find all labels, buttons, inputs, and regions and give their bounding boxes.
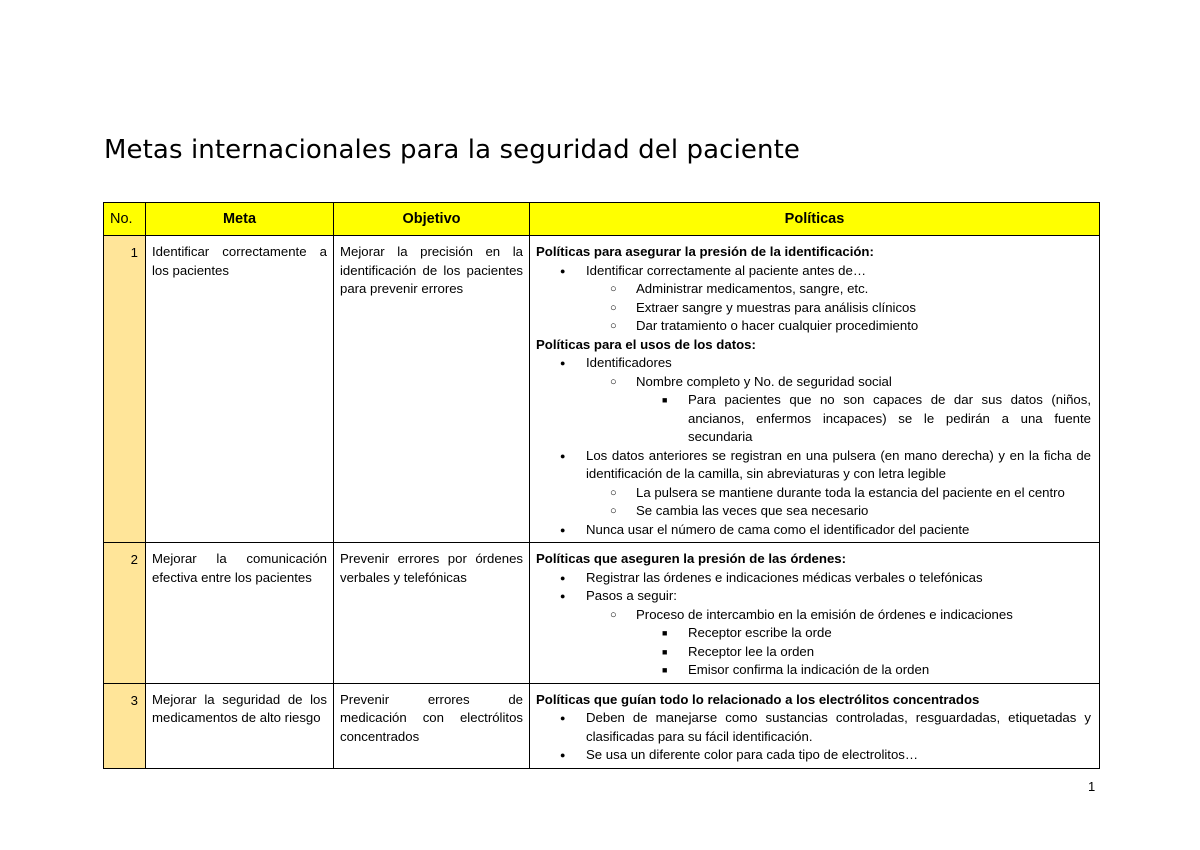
list-item [636,484,1091,503]
list-item-text: Los datos anteriores se registran en una pulsera (en mano derecha) y en la ficha de identificación de la camilla, sin abreviaturas y con letra legible [586,447,1091,481]
meta-cell: Mejorar la seguridad de los medicamentos de alto riesgo [146,683,334,768]
policy-list-level-2 [586,484,1091,521]
policy-heading: Políticas que guían todo lo relacionado a los electrólitos concentrados [536,691,980,707]
row-number: 1 [104,236,146,543]
list-item [636,502,1091,521]
list-item-text: Nombre completo y No. de seguridad social [636,373,892,389]
list-item-text: Se cambia las veces que sea necesario [636,503,869,518]
list-item [586,447,1091,521]
header-objetivo: Objetivo [334,203,530,236]
page-number: 1 [1088,779,1096,794]
objetivo-cell: Prevenir errores por órdenes verbales y telefónicas [334,543,530,684]
list-item [688,661,1091,680]
policy-list-level-2 [586,606,1091,680]
list-item-text: Registrar las órdenes e indicaciones médicas verbales o telefónicas [586,569,983,585]
objetivo-cell: Prevenir errores de medicación con electrólitos concentrados [334,683,530,768]
list-item-text: Identificadores [586,355,672,370]
header-no: No. [104,203,146,236]
list-item [688,391,1091,447]
list-item-text: Receptor escribe la orde [688,625,832,640]
policy-heading: Políticas para asegurar la presión de la identificación: [536,244,874,259]
list-item-text: Proceso de intercambio en la emisión de órdenes e indicaciones [636,606,1013,622]
policy-list-level-3 [636,391,1091,447]
politicas-cell [530,543,1100,684]
meta-cell: Identificar correctamente a los pacientes [146,236,334,543]
policy-list-level-3 [636,624,1091,680]
list-item-text: Extraer sangre y muestras para análisis clínicos [636,299,916,315]
list-item-text: Identificar correctamente al paciente antes de… [586,262,867,278]
table-row [104,236,1100,543]
list-item [688,624,1091,643]
politicas-cell [530,683,1100,768]
metas-table [103,202,1100,769]
table-row [104,683,1100,768]
list-item [636,606,1091,680]
list-item-text: Receptor lee la orden [688,643,815,659]
list-item-text: Emisor confirma la indicación de la orden [688,662,930,677]
politicas-cell [530,236,1100,543]
policy-heading: Políticas que aseguren la presión de las órdenes: [536,551,847,566]
list-item [586,746,1091,765]
list-item [586,262,1091,336]
list-item-text: Para pacientes que no son capaces de dar sus datos (niños, ancianos, enfermos incapaces) se le pedirán a una fuente secundaria [688,392,1091,444]
list-item [636,280,1091,299]
list-item-text: Dar tratamiento o hacer cualquier procedimiento [636,318,919,333]
header-politicas: Políticas [530,203,1100,236]
list-item [586,587,1091,680]
policy-list-level-1 [536,354,1091,539]
policy-list-level-2 [586,280,1091,336]
table-body [104,236,1100,769]
list-item [636,299,1091,318]
list-item [688,643,1091,662]
objetivo-cell: Mejorar la precisión en la identificación de los pacientes para prevenir errores [334,236,530,543]
list-item-text: Nunca usar el número de cama como el identificador del paciente [586,521,970,537]
page-title: Metas internacionales para la seguridad del paciente [104,135,800,165]
row-number: 3 [104,683,146,768]
list-item [586,521,1091,540]
list-item [586,709,1091,746]
meta-cell: Mejorar la comunicación efectiva entre los pacientes [146,543,334,684]
policy-list-level-1 [536,569,1091,680]
list-item-text: Deben de manejarse como sustancias controladas, resguardadas, etiquetadas y clasificadas para su fácil identificación. [586,710,1091,744]
list-item [586,569,1091,588]
list-item-text: Se usa un diferente color para cada tipo de electrolitos… [586,747,919,762]
list-item-text: La pulsera se mantiene durante toda la estancia del paciente en el centro [636,484,1065,500]
table-row [104,543,1100,684]
list-item [636,317,1091,336]
policy-list-level-2 [586,373,1091,447]
list-item [586,354,1091,447]
row-number: 2 [104,543,146,684]
table-header-row [104,203,1100,236]
header-meta: Meta [146,203,334,236]
list-item [636,373,1091,447]
list-item-text: Pasos a seguir: [586,588,677,603]
policy-list-level-1 [536,262,1091,336]
policy-heading: Políticas para el usos de los datos: [536,336,756,352]
policy-list-level-1 [536,709,1091,765]
list-item-text: Administrar medicamentos, sangre, etc. [636,281,869,296]
